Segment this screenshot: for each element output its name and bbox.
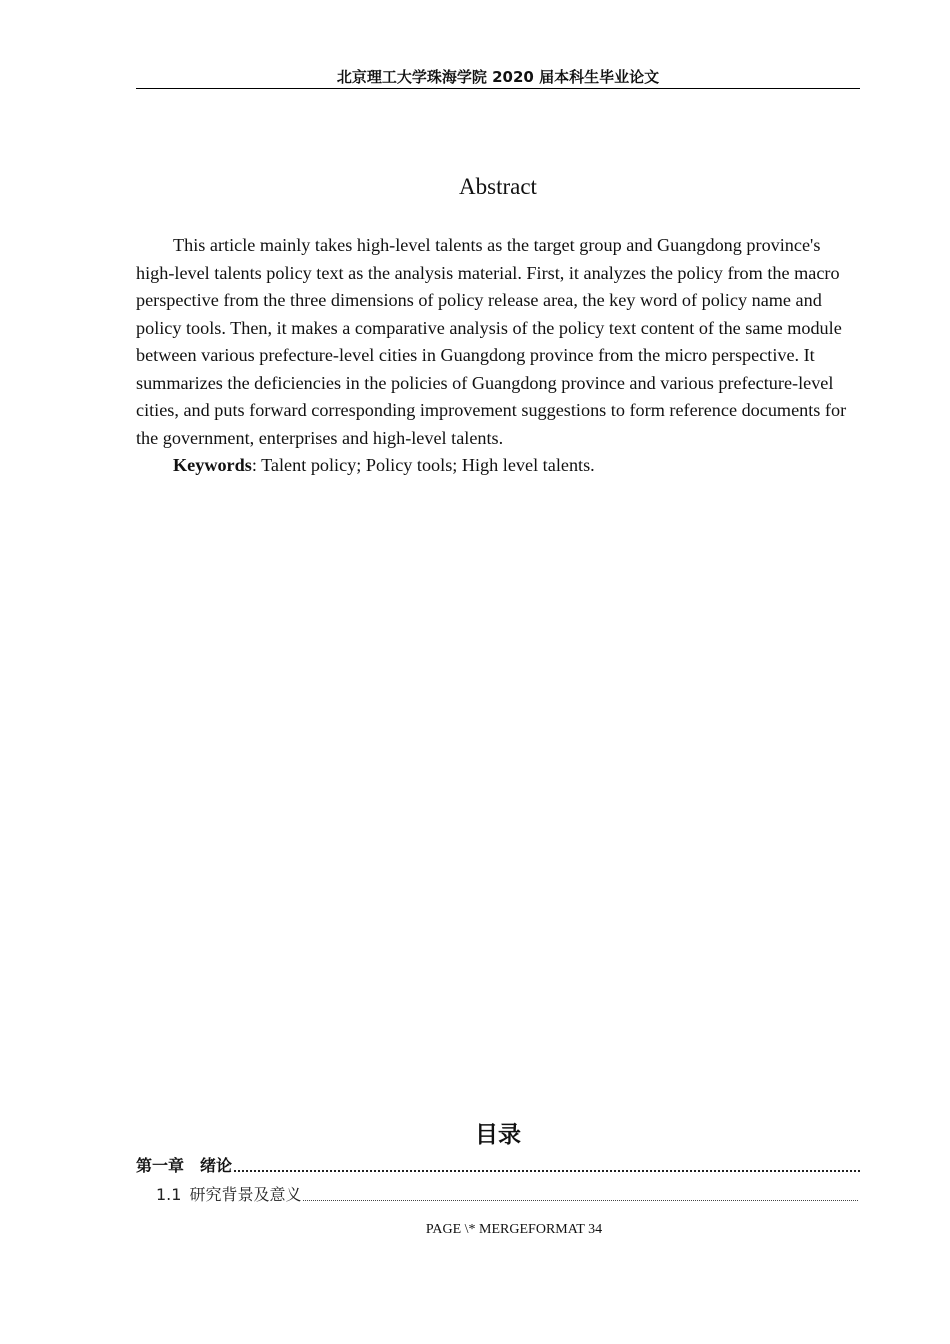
toc-entry-chapter-1[interactable] [136,1153,860,1176]
toc-dot-leader [303,1200,858,1201]
header-rule [136,88,860,89]
abstract-title: Abstract [459,174,537,199]
toc-entry-label: 绪论 [200,1156,233,1175]
toc-entry-number: 第一章 [136,1156,185,1175]
toc-entry-label: 研究背景及意义 [189,1185,302,1204]
toc-entry-number: 1.1 [156,1185,182,1204]
abstract-body: This article mainly takes high-level talents as the target group and Guangdong province's high-level talents policy text as the analysis material. First, it analyzes the policy from the macro perspective from the three dimensions of policy release area, the key word of policy name and policy tools. Then, it makes a comparative analysis of the policy text content of the same module between various prefecture-level cities in Guangdong province from the micro perspective. It summarizes the deficiencies in the policies of Guangdong province and various prefecture-level cities, and puts forward corresponding improvement suggestions to form reference documents for the government, enterprises and high-level talents. [136,235,847,448]
keywords-line [136,452,860,480]
toc-title: 目录 [475,1122,521,1148]
keywords-text: : Talent policy; Policy tools; High level talents. [251,455,595,475]
toc-entry-section-1-1[interactable] [156,1182,858,1205]
page-footer: PAGE \* MERGEFORMAT 34 [425,1222,603,1237]
keywords-label: Keywords [173,455,252,475]
toc-dot-leader [234,1170,860,1172]
running-header: 北京理工大学珠海学院 2020 届本科生毕业论文 [336,68,660,86]
